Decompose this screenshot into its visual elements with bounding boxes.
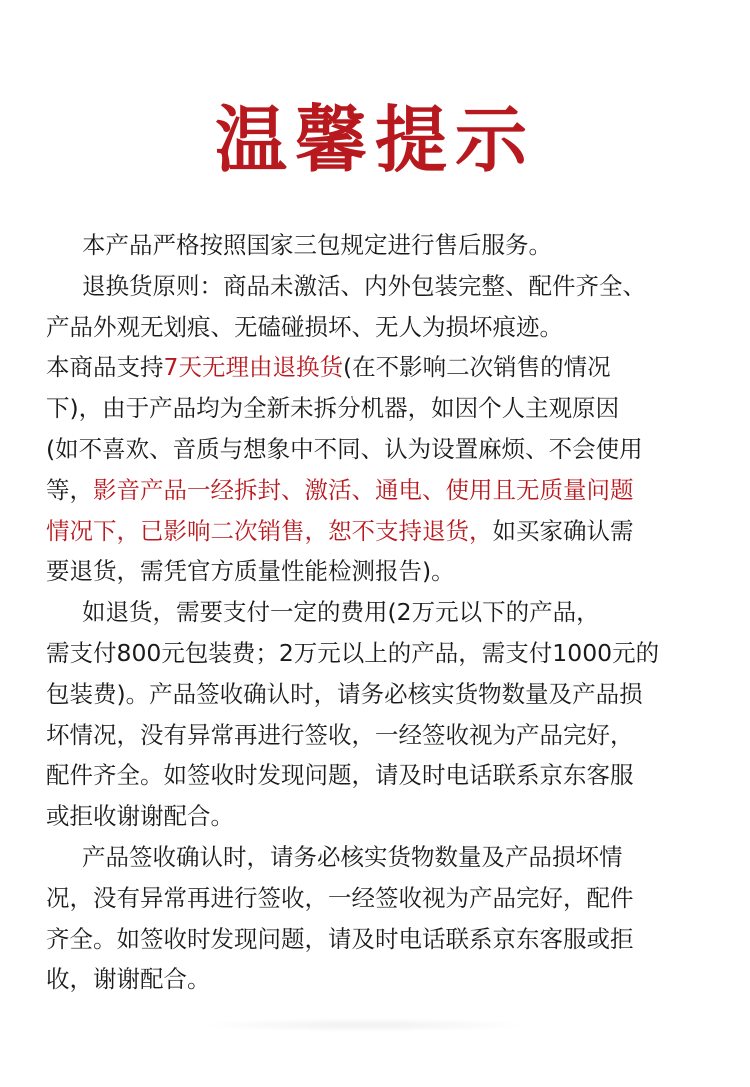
paragraph-return-policy-line: (如不喜欢、音质与想象中不同、认为设置麻烦、不会使用 [46,434,643,463]
text-segment: (在不影响二次销售的情况 [342,353,611,382]
text-segment: 如买家确认需 [492,516,634,545]
page-title: 温馨提示 [214,98,535,182]
paragraph-return-fee-line: 包装费)。产品签收确认时，请务必核实货物数量及产品损 [46,679,643,708]
paragraph-service-policy: 本产品严格按照国家三包规定进行售后服务。 [82,231,552,259]
paragraph-return-policy-line [46,470,711,511]
paragraph-return-fee-line: 坏情况，没有异常再进行签收，一经签收视为产品完好， [46,720,634,749]
paragraph-return-policy-line [46,511,711,552]
paragraph-return-fee-line: 需支付800元包装费；2万元以上的产品，需支付1000元的 [46,638,660,667]
paragraph-return-fee-line: 配件齐全。如签收时发现问题，请及时电话联系京东客服 [46,761,634,790]
paragraph-signing-check-line: 产品签收确认时，请务必核实货物数量及产品损坏情 [82,842,623,871]
paragraph-return-policy-line: 下)，由于产品均为全新未拆分机器，如因个人主观原因 [46,394,620,423]
paragraph-return-fee-line: 或拒收谢谢配合。 [46,802,234,831]
highlight-no-return-warning: 情况下，已影响二次销售，恕不支持退货， [46,516,493,545]
paragraph-signing-check-line: 收，谢谢配合。 [46,965,211,994]
paragraph-signing-check-line: 况，没有异常再进行签收，一经签收视为产品完好，配件 [46,883,634,912]
highlight-seven-day-return: 7天无理由退换货 [163,353,343,382]
paragraph-return-principle-line: 产品外观无划痕、无磕碰损坏、无人为损坏痕迹。 [46,312,563,341]
text-segment: 等， [46,475,93,504]
text-segment: 本商品支持 [46,353,164,382]
notice-body [46,225,711,1000]
paragraph-return-policy-line [46,347,711,388]
highlight-no-return-warning: 影音产品一经拆封、激活、通电、使用且无质量问题 [93,475,634,504]
paragraph-return-fee-line: 如退货，需要支付一定的费用(2万元以下的产品， [82,598,600,627]
paragraph-return-principle-line: 退换货原则：商品未激活、内外包装完整、配件齐全、 [82,271,646,300]
bottom-shadow-decoration [200,1018,530,1032]
paragraph-signing-check-line: 齐全。如签收时发现问题，请及时电话联系京东客服或拒 [46,924,634,953]
paragraph-return-policy-line: 要退货，需凭官方质量性能检测报告)。 [46,557,455,586]
